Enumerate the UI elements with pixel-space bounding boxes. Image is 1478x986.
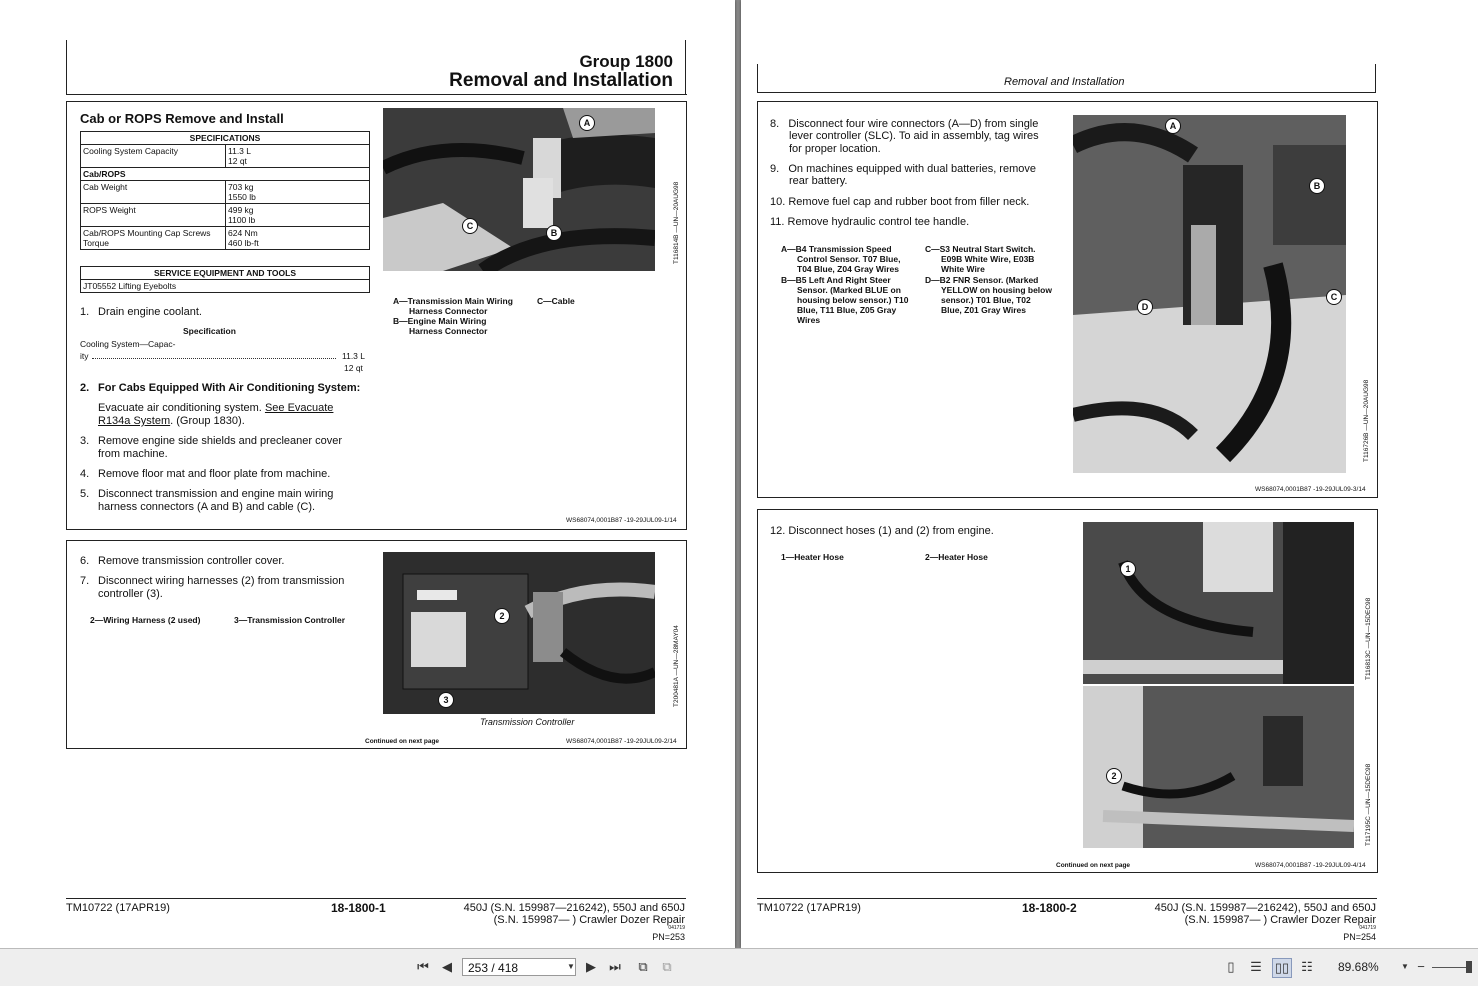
step-3: 3. Remove engine side shields and precleaner cover bbox=[80, 435, 342, 447]
group-title: Group 1800 bbox=[579, 52, 673, 71]
legend-b2: Harness Connector bbox=[409, 326, 488, 336]
callout-a: A bbox=[1165, 118, 1181, 134]
previous-page-icon[interactable]: ◀ bbox=[442, 959, 452, 974]
evacuate-link[interactable]: See Evacuate bbox=[264, 402, 334, 414]
callout-c: C bbox=[1326, 289, 1342, 305]
tools-table bbox=[80, 266, 370, 293]
footer-model-1: 450J (S.N. 159987—216242), 550J and 650J bbox=[1154, 902, 1376, 914]
step-12: 12. Disconnect hoses (1) and (2) from engine. bbox=[770, 525, 994, 537]
spec-value-2: 12 qt bbox=[344, 363, 363, 373]
page-number-input[interactable]: 253 / 418 bbox=[462, 958, 576, 976]
photo-illustration bbox=[383, 552, 655, 714]
spec-label: Cab Weight bbox=[81, 181, 226, 204]
legend-b1: B—Engine Main Wiring bbox=[393, 316, 487, 326]
two-page-continuous-icon[interactable]: ☷ bbox=[1301, 959, 1313, 974]
tool-item: JT05552 Lifting Eyebolts bbox=[81, 280, 370, 293]
footer-page-number: 18-1800-2 bbox=[1022, 901, 1077, 915]
right-page bbox=[741, 0, 1478, 948]
spec-value: 703 kg 1550 lb bbox=[226, 181, 370, 204]
callout-c: C bbox=[462, 218, 478, 234]
callout-2: 2 bbox=[1106, 768, 1122, 784]
step-8-a: 8. Disconnect four wire connectors (A—D) from single bbox=[770, 118, 1039, 130]
zoom-dropdown-icon[interactable]: ▼ bbox=[1401, 962, 1409, 971]
two-page-view-icon[interactable]: ▯▯ bbox=[1272, 958, 1292, 978]
legend-c: C—Cable bbox=[537, 296, 575, 306]
spec-line-2: ity bbox=[80, 351, 89, 361]
photo-illustration bbox=[1073, 115, 1346, 473]
header-right-rule bbox=[685, 40, 686, 94]
spec-line-1: Cooling System—Capac- bbox=[80, 339, 176, 349]
legend-2: 2—Wiring Harness (2 used) bbox=[90, 615, 201, 625]
photo-wiring-connectors bbox=[383, 108, 655, 271]
ref-code: WS68074,0001B87 -19-29JUL09-1/14 bbox=[566, 517, 677, 524]
spec-value: 499 kg 1100 lb bbox=[226, 204, 370, 227]
next-page-icon[interactable]: ▶ bbox=[586, 959, 596, 974]
callout-1: 1 bbox=[1120, 561, 1136, 577]
back-view-icon[interactable]: ⧉ bbox=[638, 959, 648, 974]
photo-illustration bbox=[1083, 522, 1354, 684]
step-8-c: for proper location. bbox=[789, 143, 881, 155]
footer-model-2: (S.N. 159987— ) Crawler Dozer Repair bbox=[1184, 914, 1376, 926]
step-2-body: Evacuate air conditioning system. See Evacuate bbox=[98, 402, 334, 414]
first-page-icon[interactable]: ⏮ bbox=[417, 959, 429, 974]
tools-header: SERVICE EQUIPMENT AND TOOLS bbox=[81, 267, 370, 280]
ref-code: WS68074,0001B87 -19-29JUL09-3/14 bbox=[1255, 486, 1366, 493]
spec-label: Cooling System Capacity bbox=[81, 145, 226, 168]
footer-model-2: (S.N. 159987— ) Crawler Dozer Repair bbox=[493, 914, 685, 926]
step-9-a: 9. On machines equipped with dual batteries, remove bbox=[770, 163, 1036, 175]
callout-3: 3 bbox=[438, 692, 454, 708]
photo-id: T200481A —UN—28MAY04 bbox=[673, 625, 680, 707]
step-8-b: lever controller (SLC). To aid in assembly, tag wires bbox=[789, 130, 1039, 142]
callout-b: B bbox=[546, 225, 562, 241]
zoom-out-icon[interactable]: − bbox=[1417, 959, 1425, 974]
zoom-slider-thumb[interactable] bbox=[1466, 961, 1472, 973]
spec-value: 11.3 L 12 qt bbox=[226, 145, 370, 168]
left-page: Group 1800 Removal and Installation Cab or ROPS Remove and Install SPECIFICATIONS Cooling System Capacity 11.3 L 12 qt Cab/ROPS Cab Weight 703 kg 1550 lb ROPS Weight 499 kg 1100 lb Cab/ROPS Mounting Cap Screws Torque 624 Nm 460 lb-ft SERVICE EQUIPMENT AND TOOLS JT05552 Lifting Eyebolts 1. Drain engine coolant. Specification Cooling System—Capac- ity 11.3 L 12 qt 2. For Cabs Equipped With Air Conditioning System: Evacuate air conditioning system. See Evacuate R134a System. (Group 1830). 3. Remove engine side shields and precleaner cover from machine. 4. Remove floor mat and floor plate from machine. 5. Disconnect transmission and engine main wiring harness connectors (A and B) and cable (C). A B C T116814B —UN—20AUG98 A—Transmission Main Wiring Harness Connector B—Engine Main Wiring Harness Connector C—Cable WS68074,0001B87 -19-29JUL09-1/14 6. Remove transmission controller cover. 7. Disconnect wiring harnesses (2) from transmission controller (3). 2—Wiring Harness (2 used) 3—Transmission Controller 2 3 T200481A —UN—28MAY04 Transmission Controller Continued on next page WS68074,0001B87 -19-29JUL09-2/14 TM10722 (17APR19) 18-1800-1 450J (S.N. 159987—216242), 550J and 650J (S.N. 159987— ) Crawler Dozer Repair 041719 PN=253 bbox=[0, 0, 735, 948]
step-2-body-2: R134a System. (Group 1830). bbox=[98, 415, 245, 427]
specifications-table bbox=[80, 131, 370, 250]
footer-tm: TM10722 (17APR19) bbox=[757, 902, 861, 914]
step-9-b: rear battery. bbox=[789, 175, 848, 187]
continued-note: Continued on next page bbox=[365, 738, 440, 745]
step-3-cont: from machine. bbox=[98, 448, 168, 460]
photo-transmission-controller bbox=[383, 552, 655, 714]
step-7-cont: controller (3). bbox=[98, 588, 163, 600]
footer-rule bbox=[757, 898, 1377, 899]
photo-heater-hose-1 bbox=[1083, 522, 1354, 684]
forward-view-icon[interactable]: ⧉ bbox=[662, 959, 672, 974]
spec-label: Specification bbox=[183, 326, 236, 336]
ref-code: WS68074,0001B87 -19-29JUL09-4/14 bbox=[1255, 862, 1366, 869]
legend-right: C—S3 Neutral Start Switch. E09B White Wire, E03B White Wire D—B2 FNR Sensor. (Marked YELLOW on housing below sensor.) T01 Blue, T02 Blue, Z01 Gray Wires bbox=[925, 244, 1052, 316]
spec-group-label: Cab/ROPS bbox=[81, 168, 370, 181]
legend-3: 3—Transmission Controller bbox=[234, 615, 345, 625]
callout-d: D bbox=[1137, 299, 1153, 315]
specs-header: SPECIFICATIONS bbox=[81, 132, 370, 145]
spec-value-1: 11.3 L bbox=[342, 351, 366, 361]
footer-page-number: 18-1800-1 bbox=[331, 901, 386, 915]
ref-code: WS68074,0001B87 -19-29JUL09-2/14 bbox=[566, 738, 677, 745]
photo-id: T116813C —UN—15DEC98 bbox=[1365, 597, 1372, 680]
photo-id: T117195C —UN—15DEC98 bbox=[1365, 763, 1372, 846]
footer-model-1: 450J (S.N. 159987—216242), 550J and 650J bbox=[463, 902, 685, 914]
legend-1: 1—Heater Hose bbox=[781, 552, 844, 562]
continuous-view-icon[interactable]: ☰ bbox=[1250, 959, 1262, 974]
legend-2: 2—Heater Hose bbox=[925, 552, 988, 562]
last-page-icon[interactable]: ⏭ bbox=[609, 959, 621, 974]
photo-id: T116726B —UN—20AUG98 bbox=[1363, 379, 1370, 462]
callout-2: 2 bbox=[494, 608, 510, 624]
photo-illustration bbox=[1083, 686, 1354, 848]
footer-rule bbox=[66, 898, 686, 899]
r134a-link[interactable]: R134a System bbox=[98, 415, 171, 427]
spec-value: 624 Nm 460 lb-ft bbox=[226, 227, 370, 250]
footer-tm: TM10722 (17APR19) bbox=[66, 902, 170, 914]
page-title: Removal and Installation bbox=[449, 70, 673, 91]
footer-pn: PN=253 bbox=[652, 932, 685, 942]
spec-label: Cab/ROPS Mounting Cap Screws Torque bbox=[81, 227, 226, 250]
single-page-view-icon[interactable]: ▯ bbox=[1227, 959, 1235, 974]
step-10: 10. Remove fuel cap and rubber boot from filler neck. bbox=[770, 196, 1030, 208]
callout-b: B bbox=[1309, 178, 1325, 194]
callout-a: A bbox=[579, 115, 595, 131]
section-heading: Cab or ROPS Remove and Install bbox=[80, 111, 284, 126]
footer-code: 041719 bbox=[668, 925, 685, 931]
footer-code: 041719 bbox=[1359, 925, 1376, 931]
continued-note: Continued on next page bbox=[1056, 862, 1131, 869]
legend-left: A—B4 Transmission Speed Control Sensor. T07 Blue, T04 Blue, Z04 Gray Wires B—B5 Left And Right Steer Sensor. (Marked BLUE on housing below sensor.) T10 Blue, T11 Blue, Z05 Gray Wires bbox=[781, 244, 909, 326]
footer-pn: PN=254 bbox=[1343, 932, 1376, 942]
photo-id: T116814B —UN—20AUG98 bbox=[673, 181, 680, 264]
step-5-cont: harness connectors (A and B) and cable (C). bbox=[98, 501, 316, 513]
photo-heater-hose-2 bbox=[1083, 686, 1354, 848]
running-header: Removal and Installation bbox=[1004, 76, 1125, 88]
legend-a2: Harness Connector bbox=[409, 306, 488, 316]
photo-slc-connectors bbox=[1073, 115, 1346, 473]
viewer-toolbar bbox=[0, 948, 1478, 986]
spec-label: ROPS Weight bbox=[81, 204, 226, 227]
zoom-level[interactable]: 89.68% bbox=[1338, 960, 1379, 974]
legend-a1: A—Transmission Main Wiring bbox=[393, 296, 513, 306]
page-dropdown-icon[interactable]: ▼ bbox=[567, 962, 575, 971]
spec-leader-dots bbox=[92, 358, 336, 359]
photo-caption: Transmission Controller bbox=[480, 717, 575, 727]
step-11: 11. Remove hydraulic control tee handle. bbox=[770, 216, 970, 228]
photo-illustration bbox=[383, 108, 655, 271]
